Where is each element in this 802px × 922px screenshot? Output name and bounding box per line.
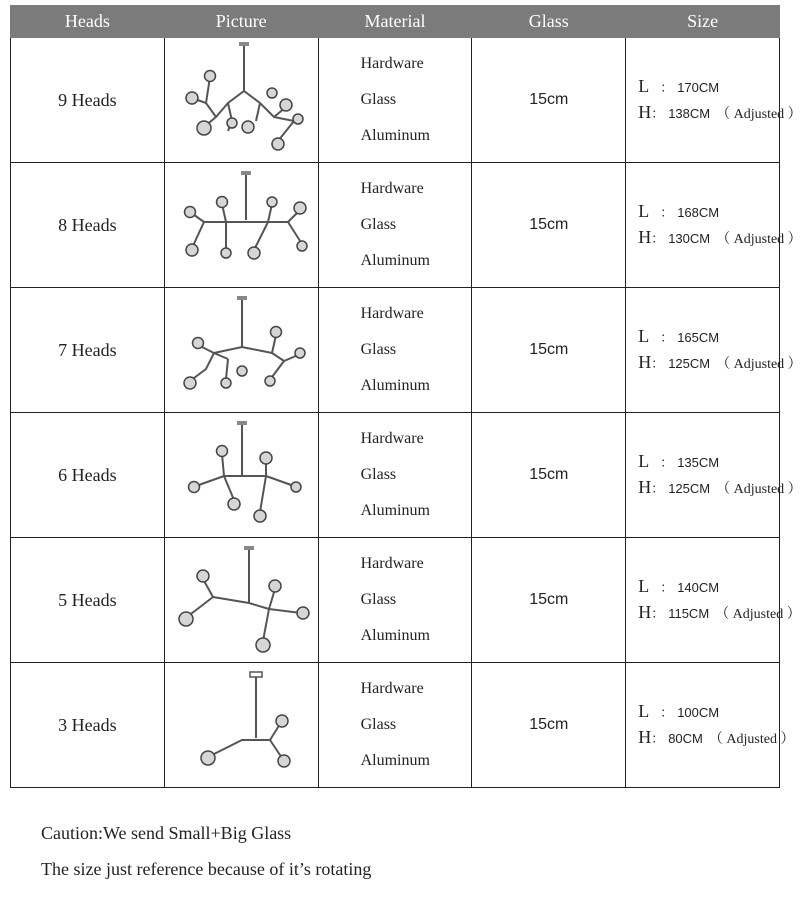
length-line: L ： 100CM <box>638 699 779 725</box>
adjusted-note: （ Adjusted ） <box>716 356 802 372</box>
picture-cell <box>164 288 318 413</box>
material-cell <box>318 663 472 788</box>
material-item: Aluminum <box>360 752 430 769</box>
size-cell <box>626 663 795 788</box>
height-line: H ： 80CM （ Adjusted ） <box>638 725 779 752</box>
table-row <box>11 163 780 288</box>
height-label: H <box>638 101 652 122</box>
height-line: H ： 115CM （ Adjusted ） <box>638 600 779 627</box>
heads-cell: 6 Heads <box>11 413 165 538</box>
length-line: L ： 170CM <box>638 74 779 100</box>
size-cell <box>626 538 801 663</box>
material-cell <box>318 38 472 163</box>
table-row <box>11 288 780 413</box>
length-line: L ： 168CM <box>638 199 779 225</box>
table-row <box>11 663 780 788</box>
material-item: Aluminum <box>360 377 430 394</box>
material-item: Hardware <box>360 180 424 197</box>
heads-cell: 7 Heads <box>11 288 165 413</box>
size-cell <box>626 38 802 163</box>
length-label: L <box>638 200 650 221</box>
caution-note: Caution:We send Small+Big Glass <box>41 823 292 843</box>
length-line: L ： 165CM <box>638 324 779 350</box>
material-item: Hardware <box>360 680 424 697</box>
length-label: L <box>638 75 650 96</box>
table-row <box>11 38 780 163</box>
length-value: 165CM <box>677 329 720 345</box>
length-value: 100CM <box>677 704 720 720</box>
chandelier-3-heads-image <box>186 670 296 780</box>
material-cell <box>318 413 472 538</box>
length-value: 168CM <box>677 204 720 220</box>
header-row <box>11 6 780 38</box>
length-label: L <box>638 450 650 471</box>
height-line: H ： 130CM （ Adjusted ） <box>638 225 779 252</box>
heads-cell: 5 Heads <box>11 538 165 663</box>
table-row <box>11 413 780 538</box>
material-item: Aluminum <box>360 252 430 269</box>
table-row <box>11 538 780 663</box>
glass-cell: 15cm <box>472 663 626 788</box>
height-value: 115CM <box>668 605 710 621</box>
material-item: Hardware <box>360 555 424 572</box>
size-cell <box>626 163 802 288</box>
adjusted-note: （ Adjusted ） <box>715 606 801 622</box>
length-value: 170CM <box>677 79 720 95</box>
height-label: H <box>638 726 652 747</box>
material-item: Glass <box>360 341 397 358</box>
glass-cell: 15cm <box>472 38 626 163</box>
header-glass: Glass <box>472 6 626 38</box>
height-value: 80CM <box>668 730 703 746</box>
length-value: 140CM <box>677 579 720 595</box>
chandelier-7-heads-image <box>176 295 306 405</box>
glass-cell: 15cm <box>472 413 626 538</box>
height-label: H <box>638 601 652 622</box>
picture-cell <box>164 163 318 288</box>
picture-cell <box>164 663 318 788</box>
material-cell <box>318 288 472 413</box>
glass-cell: 15cm <box>472 288 626 413</box>
chandelier-9-heads-image <box>176 41 306 159</box>
material-item: Glass <box>360 716 397 733</box>
heads-cell: 9 Heads <box>11 38 165 163</box>
length-line: L ： 135CM <box>638 449 779 475</box>
material-item: Aluminum <box>360 502 430 519</box>
heads-cell: 8 Heads <box>11 163 165 288</box>
height-value: 125CM <box>668 355 711 371</box>
height-value: 130CM <box>668 230 711 246</box>
spec-table <box>10 5 802 788</box>
height-line: H ： 125CM （ Adjusted ） <box>638 350 779 377</box>
length-value: 135CM <box>677 454 720 470</box>
height-label: H <box>638 226 652 247</box>
picture-cell <box>164 38 318 163</box>
material-item: Glass <box>360 91 397 108</box>
height-label: H <box>638 476 652 497</box>
header-size: Size <box>626 6 780 38</box>
height-value: 138CM <box>668 105 711 121</box>
reference-note: The size just reference because of it’s rotating <box>41 859 372 879</box>
adjusted-note: （ Adjusted ） <box>716 481 802 497</box>
size-cell <box>626 413 802 538</box>
picture-cell <box>164 538 318 663</box>
length-label: L <box>638 325 650 346</box>
height-value: 125CM <box>668 480 711 496</box>
chandelier-6-heads-image <box>176 420 306 530</box>
material-item: Glass <box>360 216 397 233</box>
chandelier-8-heads-image <box>176 170 306 280</box>
material-item: Hardware <box>360 430 424 447</box>
material-item: Aluminum <box>360 627 430 644</box>
material-cell <box>318 163 472 288</box>
length-label: L <box>638 575 650 596</box>
height-line: H ： 138CM （ Adjusted ） <box>638 100 779 127</box>
material-item: Glass <box>360 591 397 608</box>
material-item: Hardware <box>360 305 424 322</box>
adjusted-note: （ Adjusted ） <box>708 731 795 747</box>
glass-cell: 15cm <box>472 538 626 663</box>
adjusted-note: （ Adjusted ） <box>716 106 802 122</box>
header-picture: Picture <box>164 6 318 38</box>
chandelier-5-heads-image <box>173 545 309 655</box>
picture-cell <box>164 413 318 538</box>
glass-cell: 15cm <box>472 163 626 288</box>
material-item: Hardware <box>360 55 424 72</box>
adjusted-note: （ Adjusted ） <box>716 231 802 247</box>
header-heads: Heads <box>11 6 165 38</box>
length-line: L ： 140CM <box>638 574 779 600</box>
height-line: H ： 125CM （ Adjusted ） <box>638 475 779 502</box>
material-item: Glass <box>360 466 397 483</box>
heads-cell: 3 Heads <box>11 663 165 788</box>
size-cell <box>626 288 802 413</box>
height-label: H <box>638 351 652 372</box>
material-item: Aluminum <box>360 127 430 144</box>
length-label: L <box>638 700 650 721</box>
header-material: Material <box>318 6 472 38</box>
material-cell <box>318 538 472 663</box>
notes <box>41 815 371 887</box>
